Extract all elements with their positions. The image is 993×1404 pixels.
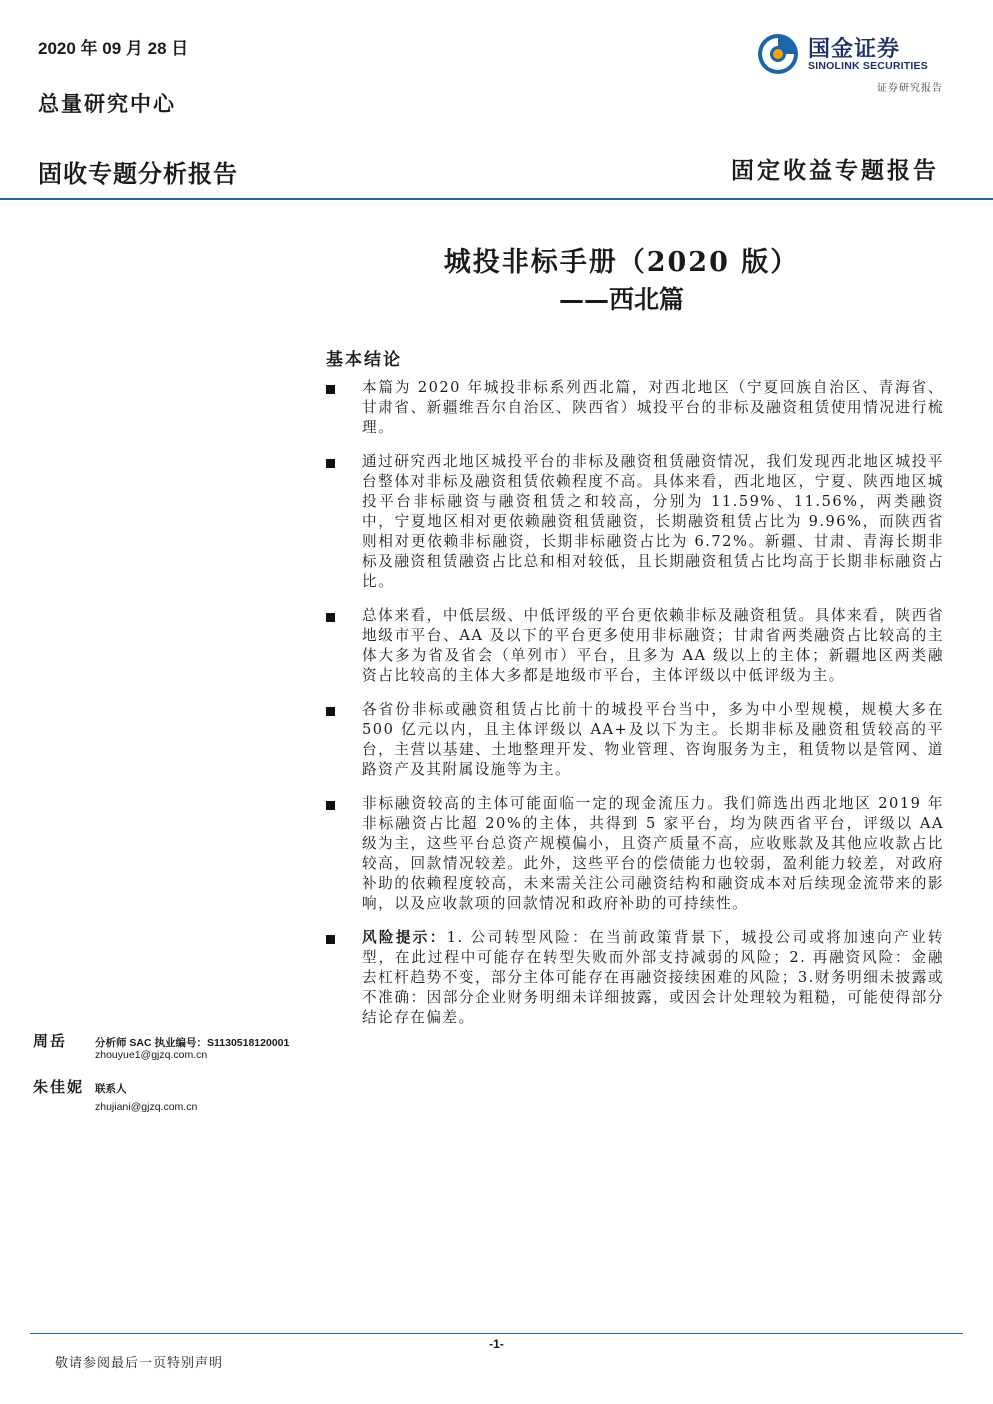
logo-name-en: SINOLINK SECURITIES bbox=[808, 60, 928, 72]
research-center-name: 总量研究中心 bbox=[38, 91, 176, 116]
analyst-role: 分析师 SAC 执业编号：S1130518120001 bbox=[95, 1037, 290, 1049]
footer-disclaimer: 敬请参阅最后一页特别声明 bbox=[55, 1356, 224, 1371]
risk-text: 1. 公司转型风险：在当前政策背景下，城投公司或将加速向产业转型，在此过程中可能存在转型失败而外部支持减弱的风险；2. 再融资风险：金融去杠杆趋势不变，部分主体可能存在再融资接续困难的风险；3.财务明细未披露或不准确：因部分企业财务明细未详细披露，或因会计处理较为粗糙，可能使得部分结论存在偏差。 bbox=[362, 929, 944, 1026]
logo-subtitle: 证券研究报告 bbox=[877, 83, 943, 94]
square-bullet-icon bbox=[326, 801, 335, 810]
list-item bbox=[326, 606, 944, 686]
bullet-text: 各省份非标或融资租赁占比前十的城投平台当中，多为中小型规模，规模大多在 500 亿元以内，且主体评级以 AA+及以下为主。长期非标及融资租赁较高的平台，主营以基建、土地整理开发、物业管理、咨询服务为主，租赁物以是管网、道路资产及其附属设施等为主。 bbox=[362, 701, 944, 778]
square-bullet-icon bbox=[326, 459, 335, 468]
square-bullet-icon bbox=[326, 385, 335, 394]
risk-label: 风险提示： bbox=[362, 929, 447, 946]
list-item bbox=[326, 700, 944, 780]
report-type: 固定收益专题报告 bbox=[731, 157, 939, 184]
list-item bbox=[326, 378, 944, 438]
company-logo bbox=[756, 30, 944, 78]
analyst-email[interactable]: zhujiani@gjzq.com.cn bbox=[95, 1101, 198, 1113]
logo-name-cn: 国金证券 bbox=[808, 37, 901, 62]
analyst-name: 朱佳妮 bbox=[33, 1078, 85, 1096]
report-title: 城投非标手册（2020 版） bbox=[443, 247, 800, 278]
bullet-text: 通过研究西北地区城投平台的非标及融资租赁融资情况，我们发现西北地区城投平台整体对非标及融资租赁依赖程度不高。具体来看，西北地区，宁夏、陕西地区城投平台非标融资与融资租赁之和较高，分别为 11.59%、11.56%，两类融资中，宁夏地区相对更依赖融资租赁融资，长期融资租赁占比为 9.96%，而陕西省则相对更依赖非标融资，长期非标融资占比为 6.72%。新疆、甘肃、青海长期非标及融资租赁融资占比总和相对较低，且长期融资租赁占比均高于长期非标融资占比。 bbox=[362, 453, 944, 590]
header-divider bbox=[0, 198, 993, 200]
square-bullet-icon bbox=[326, 613, 335, 622]
report-date: 2020 年 09 月 28 日 bbox=[38, 39, 189, 58]
bullet-text: 总体来看，中低层级、中低评级的平台更依赖非标及融资租赁。具体来看，陕西省地级市平台、AA 及以下的平台更多使用非标融资；甘肃省两类融资占比较高的主体大多为省及省会（单列市）平台，且多为 AA 级以上的主体；新疆地区两类融资占比较高的主体大多都是地级市平台，主体评级以中低评级为主。 bbox=[362, 607, 944, 684]
list-item bbox=[326, 452, 944, 592]
risk-warning bbox=[362, 928, 944, 1028]
list-item bbox=[326, 794, 944, 914]
section-title: 基本结论 bbox=[326, 350, 402, 370]
report-category: 固收专题分析报告 bbox=[38, 160, 238, 188]
page-number: -1- bbox=[489, 1337, 504, 1351]
bullet-text: 本篇为 2020 年城投非标系列西北篇，对西北地区（宁夏回族自治区、青海省、甘肃省、新疆维吾尔自治区、陕西省）城投平台的非标及融资租赁使用情况进行梳理。 bbox=[362, 379, 944, 436]
square-bullet-icon bbox=[326, 707, 335, 716]
list-item bbox=[326, 928, 944, 1028]
conclusion-list bbox=[326, 378, 944, 1042]
logo-mark-icon bbox=[756, 32, 800, 76]
footer-divider bbox=[30, 1333, 963, 1334]
analyst-email[interactable]: zhouyue1@gjzq.com.cn bbox=[95, 1049, 208, 1061]
square-bullet-icon bbox=[326, 935, 335, 944]
report-subtitle: ——西北篇 bbox=[558, 285, 684, 314]
analyst-name: 周岳 bbox=[33, 1032, 68, 1050]
bullet-text: 非标融资较高的主体可能面临一定的现金流压力。我们筛选出西北地区 2019 年非标融资占比超 20%的主体，共得到 5 家平台，均为陕西省平台，评级以 AA 级为主，这些平台总资产规模偏小，且资产质量不高，应收账款及其他应收款占比较高，回款情况较差。此外，这些平台的偿债能力也较弱，盈利能力较差，对政府补助的依赖程度较高，未来需关注公司融资结构和融资成本对后续现金流带来的影响，以及应收款项的回款情况和政府补助的可持续性。 bbox=[362, 795, 944, 912]
analyst-role: 联系人 bbox=[95, 1083, 127, 1095]
